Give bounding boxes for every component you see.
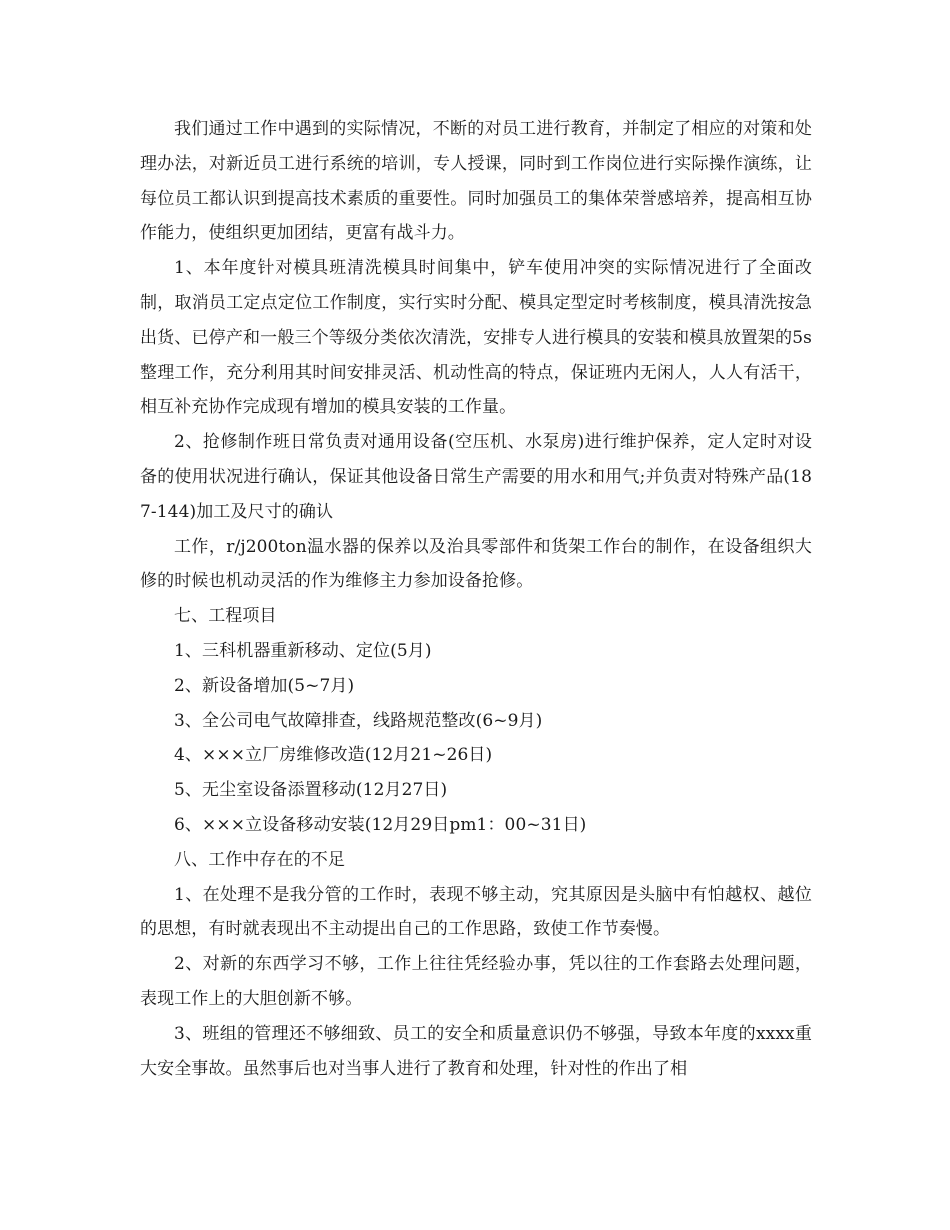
project-item: 2、新设备增加(5~7月) <box>174 675 355 696</box>
section-heading-shortcomings: 八、工作中存在的不足 <box>174 849 345 870</box>
paragraph-mold-team: 1、本年度针对模具班清洗模具时间集中，铲车使用冲突的实际情况进行了全面改制，取消员工定点定位工作制度，实行实时分配、模具定型定时考核制度，模具清洗按急出货、已停产和一般三个等级分类依次清洗，安排专人进行模具的安装和模具放置架的5s整理工作，充分利用其时间安排灵活、机动性高的特点，保证班内无闲人，人人有活干，相互补充协作完成现有增加的模具安装的工作量。 <box>140 258 812 418</box>
document-body <box>140 112 812 1086</box>
project-item: 3、全公司电气故障排查，线路规范整改(6~9月) <box>174 710 543 731</box>
shortcoming-item: 3、班组的管理还不够细致、员工的安全和质量意识仍不够强，导致本年度的xxxx重大安全事故。虽然事后也对当事人进行了教育和处理，针对性的作出了相 <box>140 1023 812 1079</box>
project-item: 5、无尘室设备添置移动(12月27日) <box>174 780 448 801</box>
paragraph-training: 我们通过工作中遇到的实际情况，不断的对员工进行教育，并制定了相应的对策和处理办法，对新近员工进行系统的培训，专人授课，同时到工作岗位进行实际操作演练，让每位员工都认识到提高技术素质的重要性。同时加强员工的集体荣誉感培养，提高相互协作能力，使组织更加团结，更富有战斗力。 <box>140 119 812 244</box>
shortcoming-item: 2、对新的东西学习不够，工作上往往凭经验办事，凭以往的工作套路去处理问题，表现工作上的大胆创新不够。 <box>140 954 812 1009</box>
project-item: 4、×××立厂房维修改造(12月21~26日) <box>174 745 493 766</box>
project-item: 1、三科机器重新移动、定位(5月) <box>174 640 432 661</box>
paragraph-repair-continued: 工作，r/j200ton温水器的保养以及治具零部件和货架工作台的制作，在设备组织大修的时候也机动灵活的作为维修主力参加设备抢修。 <box>140 536 812 592</box>
project-item: 6、×××立设备移动安装(12月29日pm1：00~31日) <box>174 814 587 835</box>
section-heading-projects: 七、工程项目 <box>174 606 277 627</box>
paragraph-repair-team: 2、抢修制作班日常负责对通用设备(空压机、水泵房)进行维护保养，定人定时对设备的使用状况进行确认，保证其他设备日常生产需要的用水和用气;并负责对特殊产品(187-144)加工及尺寸的确认 <box>140 432 812 522</box>
shortcoming-item: 1、在处理不是我分管的工作时，表现不够主动，究其原因是头脑中有怕越权、越位的思想，有时就表现出不主动提出自己的工作思路，致使工作节奏慢。 <box>140 884 812 940</box>
